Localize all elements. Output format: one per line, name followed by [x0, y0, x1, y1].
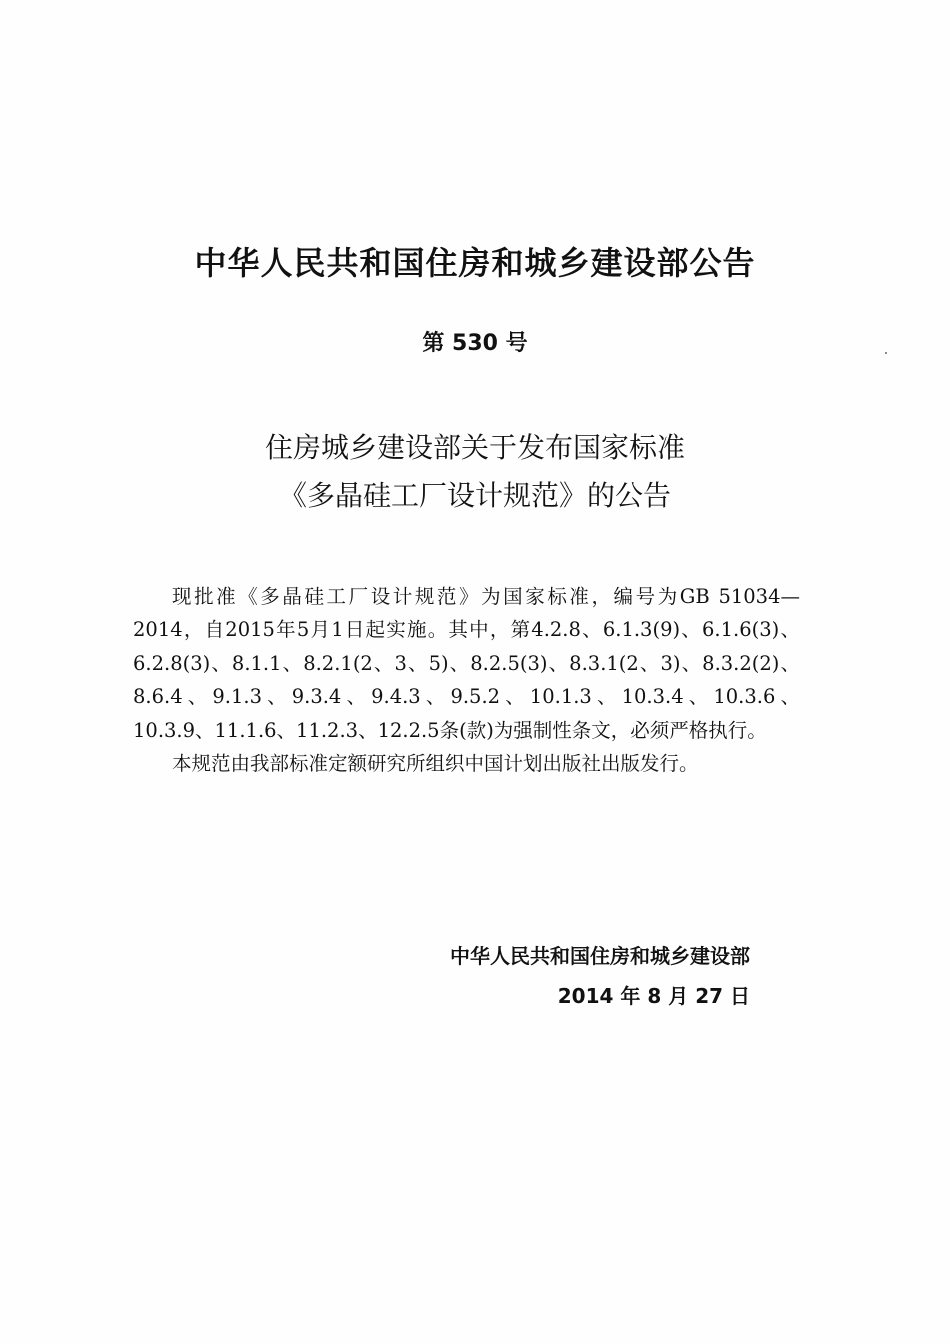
announcement-heading: 中华人民共和国住房和城乡建设部公告: [194, 244, 756, 282]
body-paragraph-1: 现批准《多晶硅工厂设计规范》为国家标准，编号为GB 51034—2014，自2015年5月1日起实施。其中，第4.2.8、6.1.3(9)、6.1.6(3)、6.2.8(3)、8.1.1、8.2.1(2、3、5)、8.2.5(3)、8.3.1(2、3)、8.3.2(2)、8.6.4、9.1.3、9.3.4、9.4.3、9.5.2、10.1.3、10.3.4、10.3.6、10.3.9、11.1.6、11.2.3、12.2.5条(款)为强制性条文，必须严格执行。: [133, 585, 800, 742]
subject-line-2: 《多晶硅工厂设计规范》的公告: [278, 479, 671, 512]
announcement-subject: [0, 424, 950, 520]
subject-line-1: 住房城乡建设部关于发布国家标准: [264, 431, 685, 464]
announcement-body: [133, 580, 800, 780]
announcement-number: 第 530 号: [422, 331, 528, 356]
issuing-authority: 中华人民共和国住房和城乡建设部: [450, 944, 750, 968]
body-paragraph-2: 本规范由我部标准定额研究所组织中国计划出版社出版发行。: [172, 752, 699, 776]
issue-date: 2014 年 8 月 27 日: [557, 984, 750, 1008]
scan-speck: [885, 352, 887, 354]
